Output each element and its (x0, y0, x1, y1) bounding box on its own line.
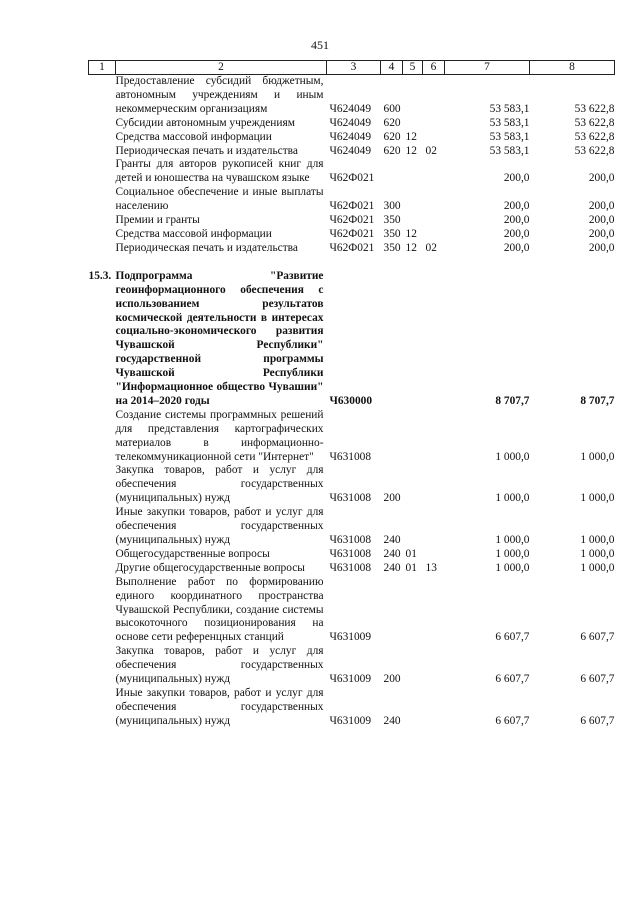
row-section (403, 117, 423, 131)
row-target-code: Ч631008 (329, 492, 372, 505)
table-row (89, 158, 615, 186)
row-amount-2: 53 622,8 (574, 116, 615, 129)
row-expense-type: 350 (383, 214, 401, 227)
row-subsection (423, 186, 445, 214)
row-amount-2: 200,0 (588, 200, 615, 213)
row-number (89, 645, 116, 687)
row-amount-1: 53 583,1 (489, 130, 530, 143)
table-row (89, 228, 615, 242)
table-row (89, 270, 615, 409)
row-amount-1: 200,0 (503, 200, 530, 213)
table-row (89, 186, 615, 214)
table-body (89, 75, 615, 729)
row-expense-type: 240 (383, 534, 401, 546)
row-amount-2: 6 607,7 (580, 631, 615, 644)
row-target-code: Ч630000 (329, 394, 373, 407)
row-section: 01 (405, 547, 417, 560)
row-amount-1: 1 000,0 (495, 534, 530, 546)
row-target-code: Ч631008 (329, 561, 372, 574)
row-amount-1: 53 583,1 (489, 116, 530, 129)
row-amount-1: 1 000,0 (495, 547, 530, 560)
row-subsection: 02 (425, 241, 437, 254)
row-target-code: Ч631009 (329, 714, 372, 727)
row-amount-1: 6 607,7 (495, 631, 530, 644)
row-amount-2: 6 607,7 (580, 673, 615, 686)
row-subsection (423, 506, 445, 548)
row-number (89, 548, 116, 562)
row-target-code: Ч631008 (329, 450, 372, 463)
row-number (89, 506, 116, 548)
row-section (403, 214, 423, 228)
header-col-7: 7 (445, 61, 530, 75)
row-name: Периодическая печать и издательства (115, 144, 298, 157)
row-amount-2: 1 000,0 (580, 492, 615, 505)
row-amount-2: 1 000,0 (580, 534, 615, 546)
row-expense-type: 300 (383, 200, 401, 213)
header-col-5: 5 (403, 61, 423, 75)
row-subsection (423, 131, 445, 145)
table-row (89, 409, 615, 465)
row-name: Создание системы программных решений для представления картографических материалов в информационно-телекоммуникационной сети "Интернет" (115, 408, 324, 463)
row-amount-2: 1 000,0 (580, 547, 615, 560)
row-name: Премии и гранты (115, 214, 200, 227)
header-col-2: 2 (116, 61, 327, 75)
row-amount-1: 200,0 (503, 227, 530, 240)
row-amount-1: 53 583,1 (489, 102, 530, 115)
row-amount-2: 53 622,8 (574, 144, 615, 157)
row-subsection (423, 270, 445, 409)
row-subsection (423, 645, 445, 687)
row-section (403, 464, 423, 506)
row-number (89, 576, 116, 646)
row-section: 12 (405, 130, 417, 143)
row-expense-type (381, 158, 403, 186)
row-target-code: Ч62Ф021 (329, 241, 375, 254)
row-amount-2: 200,0 (588, 214, 615, 227)
row-section (403, 645, 423, 687)
row-number (89, 214, 116, 228)
row-subsection (423, 117, 445, 131)
row-section: 12 (405, 227, 417, 240)
row-target-code: Ч624049 (329, 144, 372, 157)
row-expense-type: 200 (383, 492, 401, 505)
row-expense-type (381, 576, 403, 646)
row-target-code: Ч631009 (329, 673, 372, 686)
row-section (403, 409, 423, 465)
header-col-8: 8 (530, 61, 615, 75)
row-subsection (423, 214, 445, 228)
row-amount-2: 200,0 (588, 172, 615, 185)
header-col-4: 4 (381, 61, 403, 75)
row-section: 12 (405, 241, 417, 254)
table-row (89, 117, 615, 131)
page-number: 451 (311, 38, 329, 52)
row-section (403, 75, 423, 117)
table-row (89, 131, 615, 145)
row-target-code: Ч62Ф021 (329, 214, 375, 227)
table-row (89, 506, 615, 548)
row-number (89, 145, 116, 159)
row-number (89, 687, 116, 729)
row-name: Предоставление субсидий бюджетным, автономным учреждениям и иным некоммерческим организациям (115, 75, 324, 115)
row-name: Закупка товаров, работ и услуг для обеспечения государственных (муниципальных) нужд (115, 645, 324, 686)
table-row (89, 687, 615, 729)
row-target-code: Ч62Ф021 (329, 172, 375, 185)
row-name: Иные закупки товаров, работ и услуг для обеспечения государственных (муниципальных) нужд (115, 686, 324, 727)
row-number (89, 186, 116, 214)
table-header (89, 61, 615, 75)
row-section (403, 506, 423, 548)
row-name: Выполнение работ по формированию единого координатного пространства Чувашской Республики, создание системы высокоточного позиционирования на основе сети референцных станций (115, 575, 324, 644)
row-target-code: Ч62Ф021 (329, 200, 375, 213)
row-subsection: 02 (425, 144, 437, 157)
row-section (403, 158, 423, 186)
row-number (89, 242, 116, 256)
row-number (89, 117, 116, 131)
row-target-code: Ч624049 (329, 102, 372, 115)
row-name: Социальное обеспечение и иные выплаты населению (115, 186, 324, 213)
row-subsection (423, 548, 445, 562)
row-target-code: Ч624049 (329, 116, 372, 129)
row-section: 01 (405, 561, 417, 574)
table-row (89, 562, 615, 576)
row-expense-type: 240 (383, 714, 401, 727)
row-amount-1: 200,0 (503, 241, 530, 254)
row-subsection (423, 228, 445, 242)
row-expense-type: 240 (383, 547, 401, 560)
row-amount-1: 53 583,1 (489, 144, 530, 157)
row-section (403, 270, 423, 409)
row-amount-1: 1 000,0 (495, 492, 530, 505)
row-number (89, 75, 116, 117)
row-expense-type (381, 270, 403, 409)
row-amount-1: 200,0 (503, 214, 530, 227)
budget-table (88, 60, 615, 729)
row-expense-type: 200 (383, 673, 401, 686)
row-name: Общегосударственные вопросы (115, 547, 270, 560)
spacer-cell (89, 256, 615, 270)
row-section (403, 687, 423, 729)
table-row (89, 145, 615, 159)
row-number (89, 464, 116, 506)
row-amount-1: 1 000,0 (495, 561, 530, 574)
spacer-row (89, 256, 615, 270)
row-amount-2: 53 622,8 (574, 102, 615, 115)
row-name: Другие общегосударственные вопросы (115, 561, 305, 574)
row-number (89, 131, 116, 145)
row-target-code: Ч624049 (329, 130, 372, 143)
table-row (89, 214, 615, 228)
row-name: Периодическая печать и издательства (115, 241, 298, 254)
row-amount-1: 6 607,7 (495, 714, 530, 727)
row-amount-2: 1 000,0 (580, 450, 615, 463)
row-amount-2: 8 707,7 (580, 394, 615, 407)
row-number (89, 158, 116, 186)
row-number (89, 562, 116, 576)
row-name: Иные закупки товаров, работ и услуг для обеспечения государственных (муниципальных) нужд (115, 506, 324, 546)
row-number (89, 228, 116, 242)
row-amount-2: 1 000,0 (580, 561, 615, 574)
header-col-6: 6 (423, 61, 445, 75)
row-name: Гранты для авторов рукописей книг для детей и юношества на чувашском языке (115, 158, 324, 185)
row-expense-type: 350 (383, 227, 401, 240)
row-subsection (423, 464, 445, 506)
row-subsection (423, 687, 445, 729)
row-subsection (423, 409, 445, 465)
row-subsection (423, 75, 445, 117)
row-expense-type: 350 (383, 241, 401, 254)
row-target-code: Ч631008 (329, 534, 372, 546)
row-section: 12 (405, 144, 417, 157)
row-subsection (423, 158, 445, 186)
row-target-code: Ч62Ф021 (329, 227, 375, 240)
row-amount-1: 6 607,7 (495, 673, 530, 686)
row-expense-type: 600 (383, 102, 401, 115)
row-number (89, 409, 116, 465)
row-section (403, 576, 423, 646)
row-amount-1: 1 000,0 (495, 450, 530, 463)
row-name: Средства массовой информации (115, 227, 272, 240)
row-amount-2: 6 607,7 (580, 714, 615, 727)
row-expense-type: 620 (383, 130, 401, 143)
table-row (89, 242, 615, 256)
row-target-code: Ч631009 (329, 631, 372, 644)
row-number: 15.3. (88, 269, 112, 282)
row-name: Подпрограмма "Развитие геоинформационного обеспечения с использованием результатов космической деятельности в интересах социально-экономического развития Чувашской Республики" государственной программы Чувашской Республики "Информационное общество Чувашии" на 2014–2020 годы (115, 269, 324, 407)
row-subsection: 13 (425, 561, 437, 574)
header-col-1: 1 (89, 61, 116, 75)
header-col-3: 3 (327, 61, 381, 75)
table-row (89, 645, 615, 687)
row-section (403, 186, 423, 214)
row-amount-1: 200,0 (503, 172, 530, 185)
table-row (89, 75, 615, 117)
table-row (89, 576, 615, 646)
row-subsection (423, 576, 445, 646)
row-expense-type (381, 409, 403, 465)
row-amount-2: 53 622,8 (574, 130, 615, 143)
row-target-code: Ч631008 (329, 547, 372, 560)
row-expense-type: 620 (383, 144, 401, 157)
row-expense-type: 620 (383, 116, 401, 129)
table-row (89, 464, 615, 506)
row-amount-2: 200,0 (588, 241, 615, 254)
row-expense-type: 240 (383, 561, 401, 574)
table-row (89, 548, 615, 562)
row-name: Средства массовой информации (115, 130, 272, 143)
row-amount-1: 8 707,7 (495, 394, 530, 407)
row-name: Субсидии автономным учреждениям (115, 116, 295, 129)
row-amount-2: 200,0 (588, 227, 615, 240)
row-name: Закупка товаров, работ и услуг для обеспечения государственных (муниципальных) нужд (115, 464, 324, 505)
